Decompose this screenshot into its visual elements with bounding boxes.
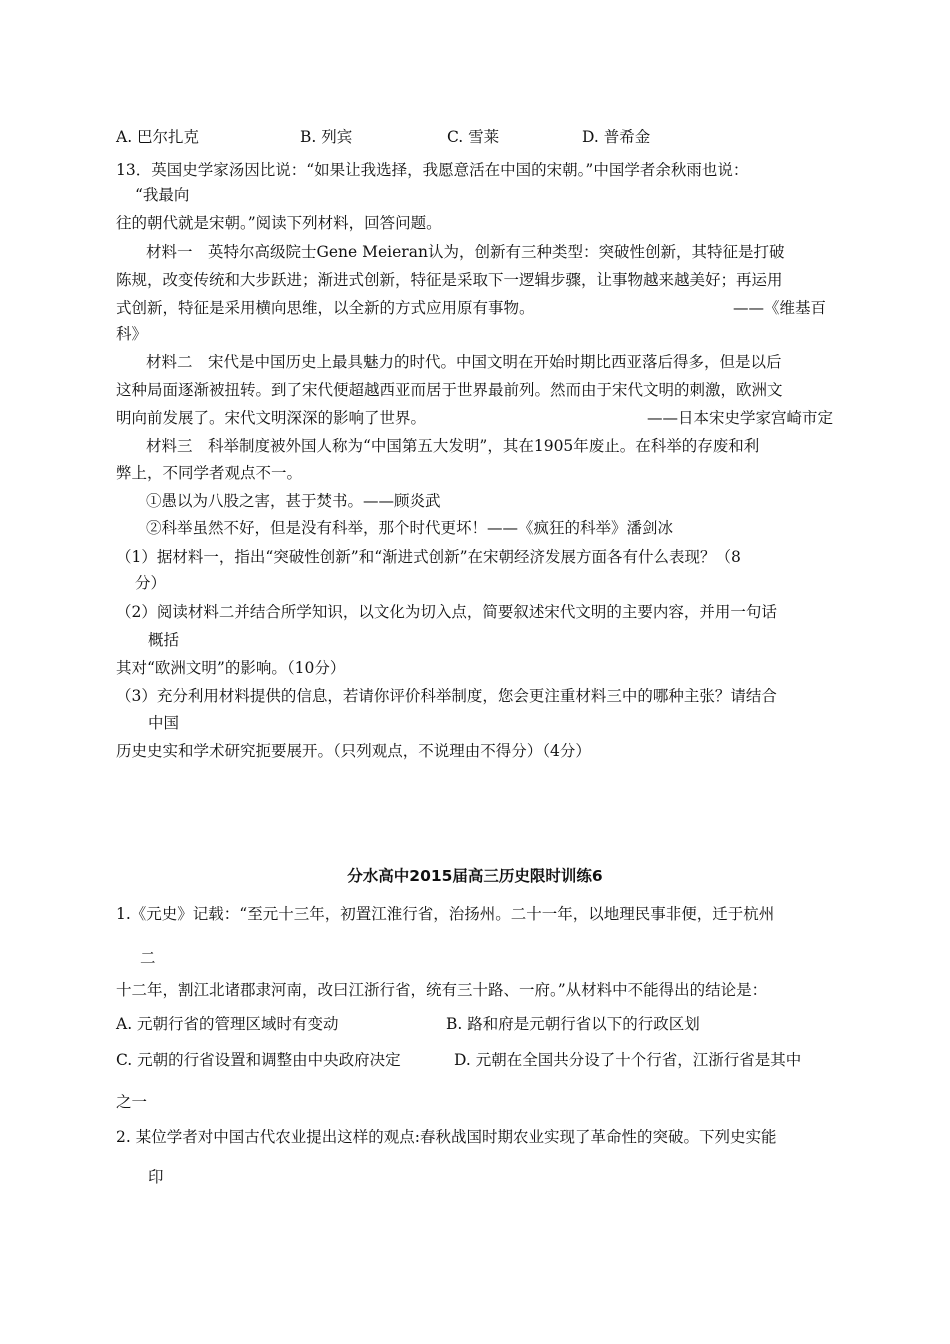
- material2-line1: 材料二 宋代是中国历史上最具魅力的时代。中国文明在开始时期比西亚落后得多，但是以后: [146, 353, 782, 371]
- q12-option-b: B. 列宾: [300, 128, 353, 146]
- material3-line2: 弊上，不同学者观点不一。: [116, 464, 303, 482]
- material1-line4: 科》: [116, 325, 148, 343]
- q1-stem-line2: 二: [140, 949, 156, 967]
- q1-stem-line3: 十二年，割江北诸郡隶河南，改曰江浙行省，统有三十路、一府。”从材料中不能得出的结论是：: [116, 981, 768, 999]
- q12-option-a: A. 巴尔扎克: [116, 128, 200, 146]
- q2-stem-line2: 印: [148, 1168, 164, 1186]
- q1-option-d-continued: 之一: [116, 1093, 148, 1111]
- q12-option-d: D. 普希金: [582, 128, 651, 146]
- material1-line3: 式创新，特征是采用横向思维，以全新的方式应用原有事物。: [116, 299, 535, 317]
- subquestion2-line1: （2）阅读材料二并结合所学知识，以文化为切入点，简要叙述宋代文明的主要内容，并用一句话: [116, 603, 777, 621]
- q1-option-b: B. 路和府是元朝行省以下的行政区划: [446, 1015, 700, 1033]
- subquestion2-line2: 概括: [148, 631, 180, 649]
- q2-stem-line1: 2. 某位学者对中国古代农业提出这样的观点:春秋战国时期农业实现了革命性的突破。下列史实能: [116, 1128, 777, 1146]
- material2-line2: 这种局面逐渐被扭转。到了宋代便超越西亚而居于世界最前列。然而由于宋代文明的刺激，欧洲文: [116, 381, 783, 399]
- q13-stem-line1: 13．英国史学家汤因比说：“如果让我选择，我愿意活在中国的宋朝。”中国学者余秋雨也说：: [116, 161, 749, 179]
- material2-line3: 明向前发展了。宋代文明深深的影响了世界。: [116, 409, 427, 427]
- material3-line1: 材料三 科举制度被外国人称为“中国第五大发明”，其在1905年废止。在科举的存废和利: [146, 437, 760, 455]
- material2-source: ——日本宋史学家宫崎市定: [647, 409, 834, 427]
- q1-option-a: A. 元朝行省的管理区域时有变动: [116, 1015, 339, 1033]
- subquestion3-line3: 历史史实和学术研究扼要展开。（只列观点，不说理由不得分）（4分）: [116, 742, 591, 760]
- q12-option-c: C. 雪莱: [447, 128, 500, 146]
- q1-option-c: C. 元朝的行省设置和调整由中央政府决定: [116, 1051, 401, 1069]
- subquestion1-line2: 分）: [135, 574, 167, 592]
- subquestion1-line1: （1）据材料一，指出“突破性创新”和“渐进式创新”在宋朝经济发展方面各有什么表现？（8: [116, 548, 741, 566]
- q1-stem-line1: 1.《元史》记载：“至元十三年，初置江淮行省，治扬州。二十一年，以地理民事非便，迁于杭州: [116, 905, 775, 923]
- q13-stem-line2: 往的朝代就是宋朝。”阅读下列材料，回答问题。: [116, 214, 442, 232]
- material1-line2: 陈规，改变传统和大步跃进；渐进式创新，特征是采取下一逻辑步骤，让事物越来越美好；再运用: [116, 271, 783, 289]
- material3-quote2: ②科举虽然不好，但是没有科举，那个时代更坏！——《疯狂的科举》潘剑冰: [146, 519, 674, 537]
- q13-stem-line1b: “我最向: [135, 186, 190, 204]
- q1-option-d: D. 元朝在全国共分设了十个行省，江浙行省是其中: [454, 1051, 802, 1069]
- subquestion2-line3: 其对“欧洲文明”的影响。（10分）: [116, 659, 346, 677]
- section-title: 分水高中2015届高三历史限时训练6: [347, 867, 603, 885]
- material1-line1: 材料一 英特尔高级院士Gene Meieran认为，创新有三种类型：突破性创新，其特征是打破: [146, 243, 785, 261]
- subquestion3-line2: 中国: [148, 714, 180, 732]
- material3-quote1: ①愚以为八股之害，甚于焚书。——顾炎武: [146, 492, 441, 510]
- subquestion3-line1: （3）充分利用材料提供的信息，若请你评价科举制度，您会更注重材料三中的哪种主张？请结合: [116, 687, 777, 705]
- material1-source: ——《维基百: [733, 299, 827, 317]
